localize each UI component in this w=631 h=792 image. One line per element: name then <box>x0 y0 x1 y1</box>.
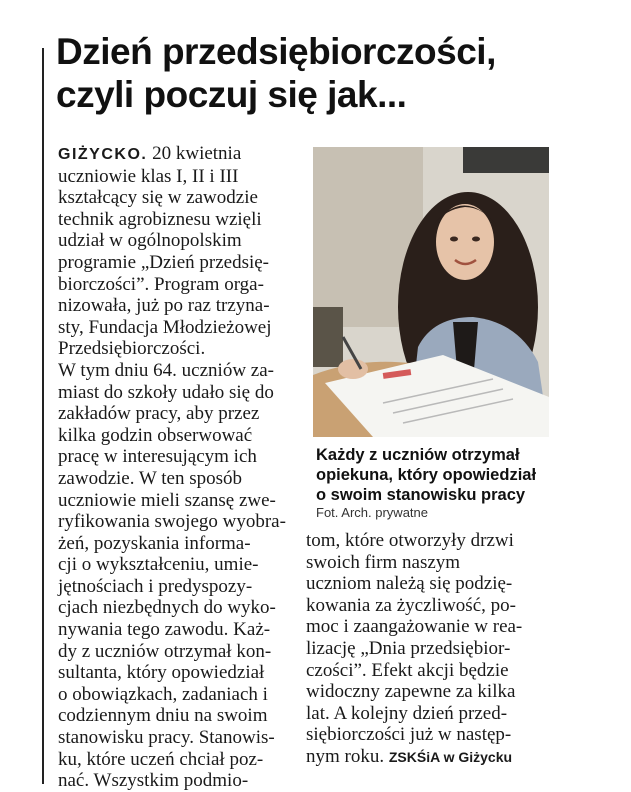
article-line <box>306 746 546 769</box>
headline-line: Dzień przedsiębiorczości, <box>56 31 496 72</box>
photo-eye <box>450 237 458 242</box>
article-line: codziennym dniu na swoim <box>58 705 268 727</box>
article-line: czości”. Efekt akcji będzie <box>306 659 509 681</box>
article-line: zawodzie. W ten sposób <box>58 467 242 489</box>
photo-face <box>436 204 494 280</box>
article-line: W tym dniu 64. uczniów za- <box>58 359 274 381</box>
article-line: stanowisku pracy. Stanowis- <box>58 727 275 749</box>
article-line: widoczny zapewne za kilka <box>306 681 516 703</box>
article-line-text: 20 kwietnia <box>152 143 242 164</box>
article-line: o obowiązkach, zadaniach i <box>58 683 268 705</box>
headline <box>56 30 596 116</box>
article-line: nywania tego zawodu. Każ- <box>58 619 271 641</box>
article-line: tom, które otworzyły drzwi <box>306 530 514 551</box>
article-line: sultanta, który opowiedział <box>58 662 265 684</box>
article-line: Przedsiębiorczości. <box>58 338 206 360</box>
article-line: technik agrobiznesu wzięli <box>58 208 262 230</box>
article-line: kilka godzin obserwować <box>58 424 253 446</box>
article-line: kształcący się w zawodzie <box>58 187 258 209</box>
article-line: nizowała, już po raz trzyna- <box>58 295 270 317</box>
photo-shelf <box>463 147 549 173</box>
article-line: cjach niezbędnych do wyko- <box>58 597 276 619</box>
photo-caption <box>316 445 556 505</box>
photo-hand <box>338 359 368 379</box>
article-line: żeń, pozyskania informa- <box>58 532 251 554</box>
caption-line: o swoim stanowisku pracy <box>316 486 526 504</box>
article-line: nać. Wszystkim podmio- <box>58 770 249 792</box>
article-line: dy z uczniów otrzymał kon- <box>58 640 272 662</box>
article-line: ku, które uczeń chciał poz- <box>58 748 264 770</box>
article-line: kowania za życzliwość, po- <box>306 594 516 616</box>
column-rule <box>42 48 44 784</box>
signature: ZSKŚiA w Giżycku <box>388 748 513 765</box>
article-line: miast do szkoły udało się do <box>58 381 274 403</box>
dateline: GIŻYCKO. <box>58 146 148 163</box>
photo-credit: Fot. Arch. prywatne <box>316 505 428 520</box>
article-right-column <box>306 530 546 769</box>
caption-line: opiekuna, który opowiedział <box>316 466 537 484</box>
article-line-text: nym roku. <box>306 745 385 767</box>
article-line: programie „Dzień przedsię- <box>58 251 270 273</box>
article-line: cji o wykształceniu, umie- <box>58 554 259 576</box>
article-line: lat. A kolejny dzień przed- <box>306 702 508 724</box>
article-line: siębiorczości już w następ- <box>306 724 512 746</box>
photo-chair <box>313 307 343 367</box>
article-left-column <box>58 143 294 792</box>
article-line: lizację „Dnia przedsiębior- <box>306 637 511 659</box>
article-line: jętnościach i predyspozy- <box>58 575 253 597</box>
article-line: moc i zaangażowanie w rea- <box>306 616 523 638</box>
article-line: uczniom należą się podzię- <box>306 573 513 595</box>
article-line: uczniowie mieli szansę zwe- <box>58 489 276 511</box>
photo-eye <box>472 237 480 242</box>
article-line: zakładów pracy, aby przez <box>58 403 260 425</box>
article-line: swoich firm naszym <box>306 551 461 573</box>
article-line: sty, Fundacja Młodzieżowej <box>58 316 272 338</box>
article-line: uczniowie klas I, II i III <box>58 165 239 187</box>
article-line <box>58 143 294 166</box>
student-photo <box>313 147 549 437</box>
article-line: biorczości”. Program orga- <box>58 273 264 295</box>
headline-line: czyli poczuj się jak... <box>56 74 407 115</box>
article-line: ryfikowania swojego wyobra- <box>58 511 286 533</box>
caption-line: Każdy z uczniów otrzymał <box>316 446 520 464</box>
article-line: udział w ogólnopolskim <box>58 230 242 252</box>
article-line: pracę w interesującym ich <box>58 446 257 468</box>
